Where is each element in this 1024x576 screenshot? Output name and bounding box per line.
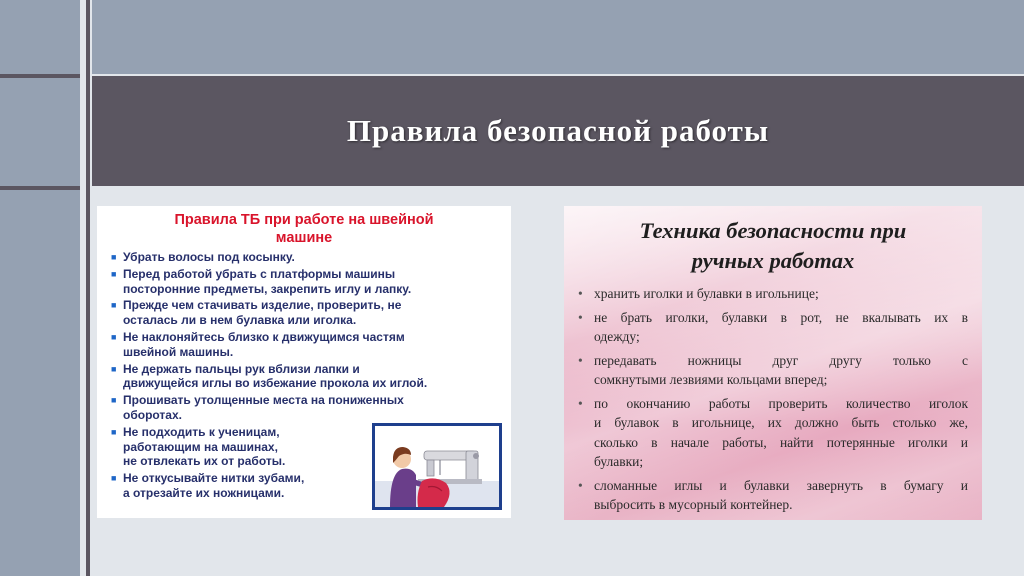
list-item (111, 330, 511, 360)
list-item-line: осталась ли в нем булавка или иголка. (123, 313, 357, 328)
bullet-icon: ■ (111, 395, 117, 406)
bullet-icon: ■ (111, 473, 117, 484)
frame-divider-horizontal-top (0, 74, 80, 78)
list-item-line: Перед работой убрать с платформы машины (123, 266, 396, 281)
title-line: ручных работах (691, 248, 855, 273)
list-item (576, 308, 968, 347)
bullet-icon: ■ (111, 268, 117, 279)
list-item (576, 284, 968, 304)
machine-wheel (473, 453, 479, 459)
machine-head (427, 460, 434, 476)
red-fabric (418, 478, 450, 507)
list-item-line: Прежде чем стачивать изделие, проверить, не (123, 298, 402, 313)
bullet-icon: ■ (111, 252, 117, 262)
top-band (92, 0, 1024, 74)
list-item (111, 298, 511, 328)
list-item-line: выбросить в мусорный контейнер. (594, 497, 793, 512)
title-line: машине (275, 230, 333, 246)
title-line: Техника безопасности при (639, 218, 907, 243)
list-item-line: сколько в начале работы, найти потерянные иголки и (594, 434, 968, 450)
bullet-icon: ■ (111, 331, 117, 342)
list-item-line: посторонние предметы, закрепить иглу и лапку. (123, 281, 412, 296)
list-item (111, 393, 511, 423)
list-item-line: одежду; (594, 329, 640, 344)
frame-block-top-left (0, 0, 80, 74)
list-item-line: а отрезайте их ножницами. (123, 485, 285, 500)
hand-work-safety-card (564, 206, 982, 520)
bullet-icon: ■ (111, 363, 117, 374)
list-item-line: работающим на машинах, (123, 439, 278, 454)
bullet-icon: • (578, 395, 583, 411)
bullet-icon: • (578, 286, 583, 301)
woman-at-sewing-machine-illustration (372, 423, 502, 510)
list-item-line: оборотах. (123, 407, 182, 422)
list-item-line: не отвлекать их от работы. (123, 454, 286, 469)
list-item-line: сломанные иглы и булавки завернуть в бумагу и (594, 477, 968, 493)
bullet-icon: • (578, 309, 583, 325)
frame-block-left-middle (0, 78, 80, 186)
list-item (576, 476, 968, 515)
list-item-line: не брать иголки, булавки в рот, не вкалывать их в (594, 309, 968, 325)
list-item (576, 351, 968, 390)
list-item (111, 362, 511, 392)
list-item (111, 267, 511, 297)
bullet-icon: • (578, 477, 583, 493)
list-item-line: и булавок в игольнице, их должно быть столько же, (594, 415, 968, 430)
sewing-woman-illustration (372, 423, 502, 510)
list-item-line: Не держать пальцы рук вблизи лапки и (123, 361, 360, 376)
list-item-line: Не наклоняйтесь близко к движущимся частям (123, 329, 405, 344)
frame-divider-vertical (86, 0, 90, 576)
list-item (111, 250, 511, 265)
hand-work-safety-title (564, 216, 982, 276)
list-item-line: швейной машины. (123, 344, 234, 359)
list-item-line: Не откусывайте нитки зубами, (123, 471, 305, 486)
bullet-icon: ■ (111, 426, 117, 437)
hand-work-safety-list (576, 284, 968, 519)
list-item-line: передавать ножницы друг другу только с (594, 352, 968, 368)
slide-title: Правила безопасной работы (346, 113, 770, 148)
list-item-line: по окончанию работы проверить количество иголок (594, 395, 968, 411)
list-item (576, 394, 968, 472)
list-item-line: хранить иголки и булавки в игольнице; (594, 286, 819, 301)
list-item-line: Убрать волосы под косынку. (123, 250, 295, 264)
list-item-line: Не подходить к ученицам, (123, 424, 280, 439)
bullet-icon: ■ (111, 300, 117, 311)
list-item-line: Прошивать утолщенные места на пониженных (123, 393, 404, 408)
sewing-machine-rules-title (97, 211, 511, 247)
bullet-icon: • (578, 352, 583, 368)
frame-block-left-bottom (0, 190, 80, 576)
title-line: Правила ТБ при работе на швейной (174, 212, 434, 228)
list-item-line: булавки; (594, 454, 644, 469)
list-item-line: сомкнутыми лезвиями кольцами вперед; (594, 372, 828, 387)
list-item-line: движущейся иглы во избежание прокола их иглой. (123, 376, 428, 391)
frame-divider-horizontal-bottom (0, 186, 80, 190)
